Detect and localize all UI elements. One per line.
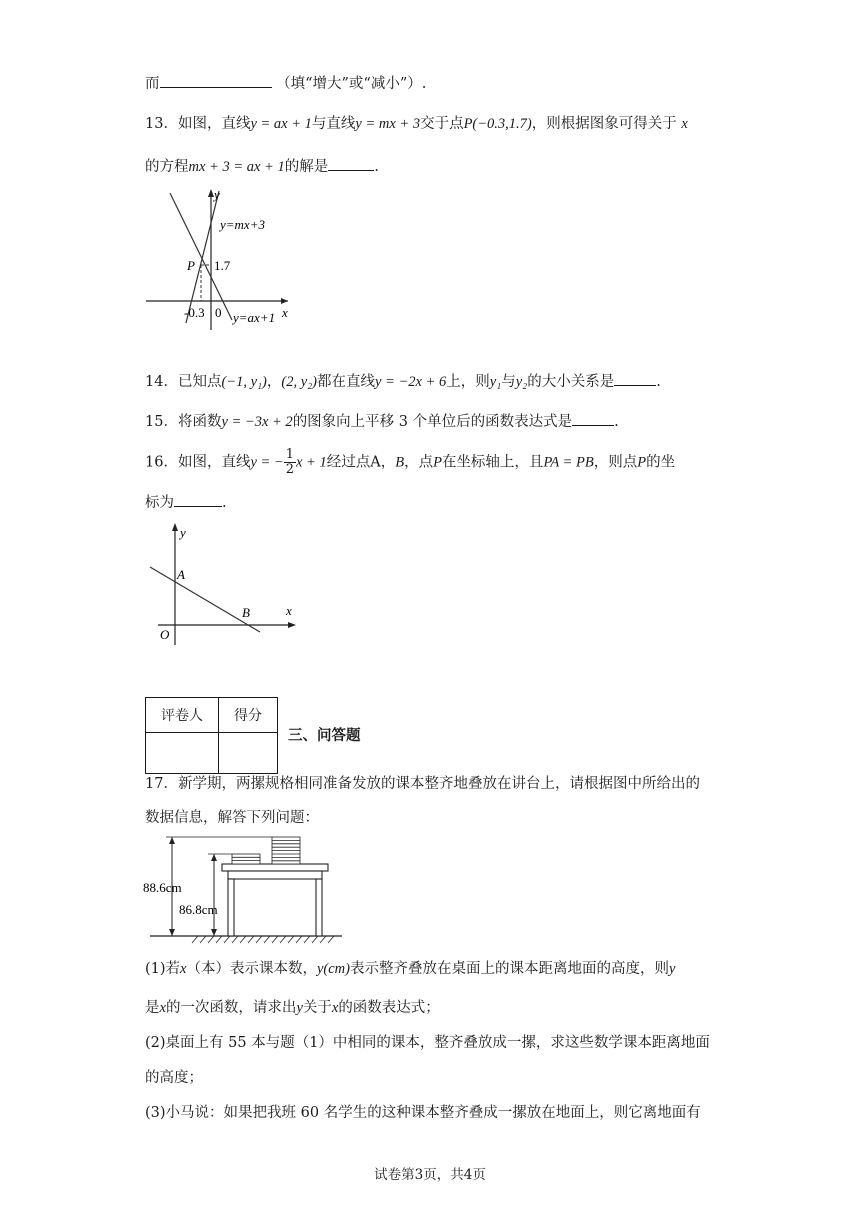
q13-text: 与直线 <box>311 116 356 132</box>
dim-arrow-886-bottom <box>169 929 175 936</box>
fraction-numerator: 1 <box>285 447 294 462</box>
q17-var-y: y(cm) <box>316 961 350 977</box>
q16-line1 <box>145 448 675 477</box>
q17-var-y: y <box>669 961 676 977</box>
label-ax1: y=ax+1 <box>233 310 276 325</box>
q16-eq-rest: x + 1 <box>296 454 327 471</box>
label-p: P <box>187 258 195 273</box>
q17-part2-line2: 的高度； <box>145 1070 203 1086</box>
q17-text: 关于 <box>302 1000 332 1016</box>
q16-point-p: P <box>433 454 442 471</box>
q17-var-x: x <box>331 1000 339 1016</box>
score-cell-score <box>219 733 278 774</box>
q14-line <box>145 371 661 392</box>
y-axis-label: y <box>214 187 220 202</box>
q16-end: . <box>222 495 227 511</box>
answer-blank <box>174 492 222 507</box>
q17-var-x: x <box>159 1000 166 1016</box>
q14-number: 14．已知点 <box>145 374 222 390</box>
q15-function: y = −3x + 2 <box>221 414 293 430</box>
q15-text: 的图象向上平移 3 个单位后的函数表达式是 <box>292 414 573 430</box>
q14-text: 都在直线 <box>317 374 376 390</box>
label-a: A <box>177 567 185 582</box>
q16-point-p: P <box>637 454 647 471</box>
answer-blank <box>572 411 614 426</box>
q17-line1: 17．新学期，两摞规格相同准备发放的课本整齐地叠放在讲台上，请根据图中所给出的 <box>145 776 700 792</box>
page-footer: 试卷第3页，共4页 <box>374 1167 486 1183</box>
q17-part3-line1: (3)小马说：如果把我班 60 名学生的这种课本整齐叠成一摞放在地面上，则它离地面有 <box>145 1105 701 1121</box>
fraction-half <box>284 448 296 477</box>
score-header-score: 得分 <box>219 698 278 733</box>
fraction-denominator: 2 <box>285 462 294 477</box>
q17-text: 是 <box>145 1000 160 1016</box>
q16-text: ，点 <box>404 454 434 471</box>
book-stack-large <box>272 837 300 864</box>
q13-text: 的解是 <box>284 159 329 175</box>
q13-end: . <box>374 159 379 175</box>
q13-eq2: y = mx + 3 <box>355 116 421 132</box>
q17-line2: 数据信息，解答下列问题： <box>145 810 319 826</box>
q15-end: . <box>614 414 619 430</box>
score-table <box>145 697 278 774</box>
x-axis-label: x <box>286 603 292 618</box>
q16-text: ， <box>380 454 396 471</box>
q16-text: 标为 <box>145 495 174 511</box>
answer-blank <box>328 156 374 171</box>
line-continuation <box>145 73 426 94</box>
label-b: B <box>242 605 250 620</box>
line-ax1 <box>186 191 219 323</box>
q16-point-b: B <box>395 454 405 471</box>
q17-text: 的一次函数，请求出 <box>165 1000 297 1016</box>
q17-var-x: x <box>180 961 187 977</box>
q17-text: (1)若 <box>145 961 181 977</box>
line-ab <box>150 567 260 632</box>
text-hint: （填“增大”或“减小”）. <box>276 76 427 92</box>
answer-blank <box>160 73 272 88</box>
score-header-grader: 评卷人 <box>146 698 219 733</box>
q13-equation: mx + 3 = ax + 1 <box>188 159 285 175</box>
q15-number: 15．将函数 <box>145 414 222 430</box>
q16-text: 经过点 <box>326 454 371 471</box>
label-o: O <box>160 627 170 642</box>
q17-text: 的函数表达式； <box>338 1000 440 1016</box>
q13-number: 13．如图，直线 <box>145 116 251 132</box>
q16-point-a: A <box>370 454 381 471</box>
q13-var: x <box>681 116 688 132</box>
q15-line <box>145 411 619 432</box>
answer-blank <box>614 371 656 386</box>
x-axis-arrow <box>288 622 296 628</box>
q14-y1: y₁ <box>489 374 502 390</box>
q14-point1: (−1, y₁) <box>221 374 267 390</box>
score-cell-grader <box>146 733 219 774</box>
q13-figure <box>140 185 300 335</box>
q13-text: 的方程 <box>145 159 189 175</box>
text-lead: 而 <box>145 76 160 92</box>
ground-hatch <box>192 936 334 943</box>
q14-text: ， <box>266 374 282 390</box>
label-origin: 0 <box>215 305 222 320</box>
q13-line2 <box>145 156 379 177</box>
book-stack-small <box>232 854 260 864</box>
x-axis-arrow <box>281 298 288 304</box>
section-title: 三、问答题 <box>288 727 361 744</box>
q14-y2: y₂ <box>515 374 528 390</box>
desk-frame <box>228 871 322 879</box>
label-mx3: y=mx+3 <box>220 217 265 232</box>
q16-text: 的坐 <box>646 454 676 471</box>
label-17: 1.7 <box>214 258 231 273</box>
q13-eq1: y = ax + 1 <box>250 116 312 132</box>
q14-point2: (2, y₂) <box>281 374 318 390</box>
dim-arrow-886-top <box>169 837 175 844</box>
q14-end: . <box>656 374 661 390</box>
q16-figure <box>140 515 305 650</box>
q16-condition: PA = PB <box>543 454 594 471</box>
q16-text: 在坐标轴上，且 <box>441 454 544 471</box>
dim-arrow-868-bottom <box>211 929 217 936</box>
q17-var-y: y <box>296 1000 303 1016</box>
x-axis-label: x <box>282 305 288 320</box>
q14-text: 与 <box>501 374 516 390</box>
q13-text: ，则根据图象可得关于 <box>531 116 677 132</box>
q14-text: 的大小关系是 <box>527 374 615 390</box>
q13-point: P(−0.3,1.7) <box>463 116 532 132</box>
q17-part1-line1 <box>145 959 675 979</box>
desk-top <box>222 864 328 871</box>
q16-number: 16．如图，直线 <box>145 454 251 471</box>
q16-text: ，则点 <box>593 454 638 471</box>
q14-line-eq: y = −2x + 6 <box>375 374 447 390</box>
label-neg03: -0.3 <box>184 305 205 320</box>
desk-leg-right <box>316 879 322 936</box>
q17-text: （本）表示课本数， <box>186 961 317 977</box>
q16-line2 <box>145 492 227 513</box>
q17-part1-line2 <box>145 998 440 1018</box>
q13-line1 <box>145 114 688 134</box>
q14-text: 上，则 <box>446 374 490 390</box>
y-axis-label: y <box>180 525 186 540</box>
desk-leg-left <box>228 879 234 936</box>
q17-figure <box>140 832 355 947</box>
q16-eq-start: y = − <box>250 454 284 471</box>
q13-text: 交于点 <box>420 116 464 132</box>
y-axis-arrow <box>172 523 178 531</box>
q17-text: 表示整齐叠放在桌面上的课本距离地面的高度，则 <box>350 961 669 977</box>
dim-arrow-868-top <box>211 854 217 861</box>
label-868: 86.8cm <box>179 902 218 917</box>
q17-part2-line1: (2)桌面上有 55 本与题（1）中相同的课本，整齐叠放成一摞，求这些数学课本距离地面 <box>145 1035 710 1051</box>
label-886: 88.6cm <box>143 880 182 895</box>
